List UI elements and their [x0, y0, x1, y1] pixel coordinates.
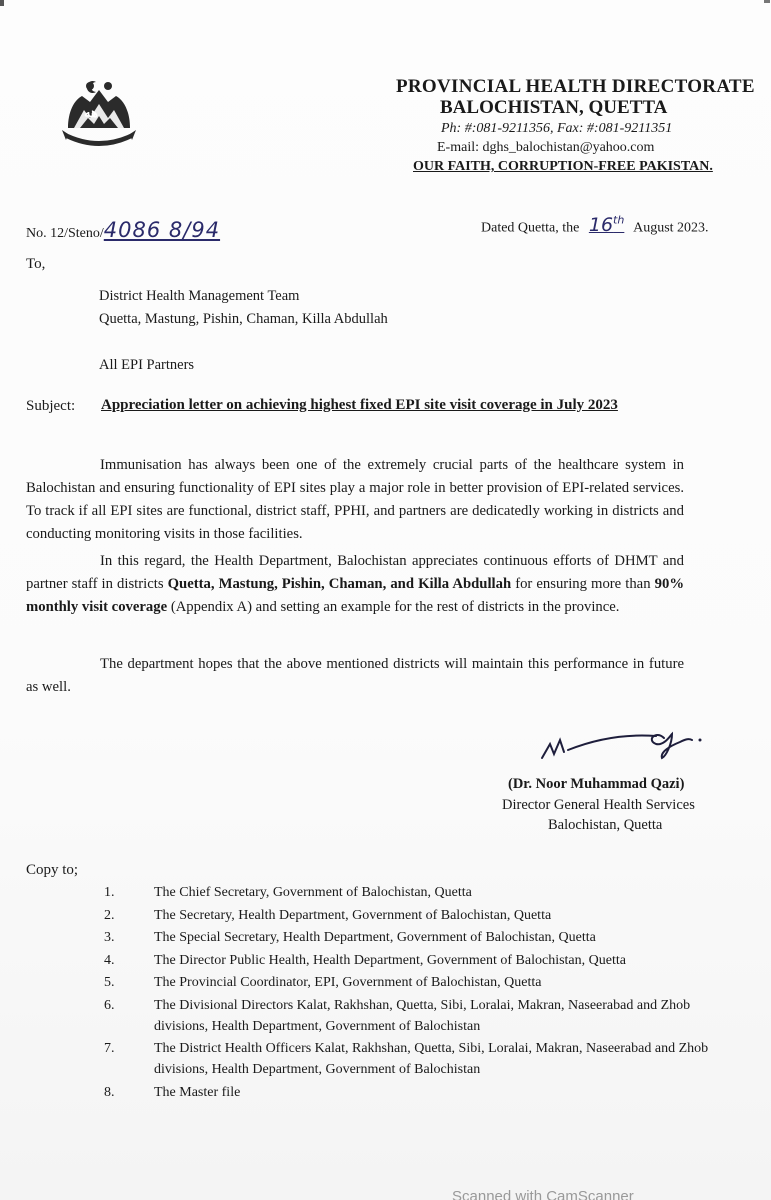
districts-highlight: Quetta, Mastung, Pishin, Chaman, and Killa Abdullah	[167, 576, 512, 592]
balochistan-emblem-logo	[60, 72, 138, 150]
addressee-line: Quetta, Mastung, Pishin, Chaman, Killa Abdullah	[99, 311, 388, 327]
subject-label: Subject:	[26, 398, 76, 414]
scan-artifact	[764, 0, 770, 3]
letter-date	[481, 214, 709, 236]
signatory-place: Balochistan, Quetta	[548, 817, 663, 833]
body-paragraph: Immunisation has always been one of the extremely crucial parts of the healthcare system in Balochistan and ensuring functionality of EPI sites play a major role in better provision of EPI-related services. To track if all EPI sites are functional, district staff, PPHI, and partners are dedicatedly working in districts and conducting monitoring visits in those facilities.	[26, 457, 684, 542]
date-prefix: Dated Quetta, the	[481, 220, 580, 236]
email-address: E-mail: dghs_balochistan@yahoo.com	[437, 140, 655, 155]
subject-text: Appreciation letter on achieving highest fixed EPI site visit coverage in July 2023	[101, 397, 618, 413]
handwritten-signature	[538, 722, 718, 772]
addressee-line: All EPI Partners	[99, 357, 195, 373]
to-label: To,	[26, 256, 46, 272]
scanner-watermark: Scanned with CamScanner	[452, 1188, 634, 1200]
directorate-location: BALOCHISTAN, QUETTA	[440, 97, 668, 118]
scan-artifact	[0, 0, 4, 6]
directorate-title: PROVINCIAL HEALTH DIRECTORATE	[396, 76, 755, 97]
list-item: 4. The Director Public Health, Health Department, Government of Balochistan, Quetta	[104, 952, 626, 968]
list-item: 8. The Master file	[104, 1084, 241, 1100]
coverage-highlight: 90% monthly visit coverage	[26, 576, 684, 615]
signatory-title: Director General Health Services	[502, 797, 695, 813]
signatory-name: (Dr. Noor Muhammad Qazi)	[508, 776, 685, 792]
list-item: 3. The Special Secretary, Health Department, Government of Balochistan, Quetta	[104, 930, 596, 945]
copy-to-list	[104, 882, 724, 1104]
handwritten-reference: 4086 8/94	[103, 218, 221, 242]
reference-prefix: No. 12/Steno/	[26, 226, 104, 241]
handwritten-day: 16th	[588, 214, 625, 237]
list-item: 2. The Secretary, Health Department, Government of Balochistan, Quetta	[104, 907, 552, 923]
body-paragraph: The department hopes that the above mentioned districts will maintain this performance in future as well.	[26, 656, 684, 695]
body-paragraph: In this regard, the Health Department, Balochistan appreciates continuous efforts of DHMT and partner staff in districts Quetta, Mastung, Pishin, Chaman, and Killa Abdullah for ensuring more than 90% monthly visit coverage (Appendix A) and setting an example for the rest of districts in the province.	[26, 553, 684, 615]
list-item: 7. The District Health Officers Kalat, Rakhshan, Quetta, Sibi, Loralai, Makran, Naseerabad and Zhob divisions, Health Department, Government of Balochistan	[104, 1041, 709, 1077]
motto: OUR FAITH, CORRUPTION-FREE PAKISTAN.	[413, 159, 713, 174]
date-month-year: August 2023.	[633, 220, 709, 236]
phone-fax: Ph: #:081-9211356, Fax: #:081-9211351	[441, 121, 673, 136]
reference-number	[26, 218, 220, 242]
list-item: 1. The Chief Secretary, Government of Balochistan, Quetta	[104, 885, 472, 900]
copy-to-label: Copy to;	[26, 862, 79, 878]
list-item: 6. The Divisional Directors Kalat, Rakhshan, Quetta, Sibi, Loralai, Makran, Naseerabad and Zhob divisions, Health Department, Government of Balochistan	[104, 997, 691, 1034]
addressee-line: District Health Management Team	[99, 288, 300, 304]
svg-text:ﻫﻪ: ﻫﻪ	[84, 106, 98, 121]
list-item: 5. The Provincial Coordinator, EPI, Government of Balochistan, Quetta	[104, 975, 542, 990]
